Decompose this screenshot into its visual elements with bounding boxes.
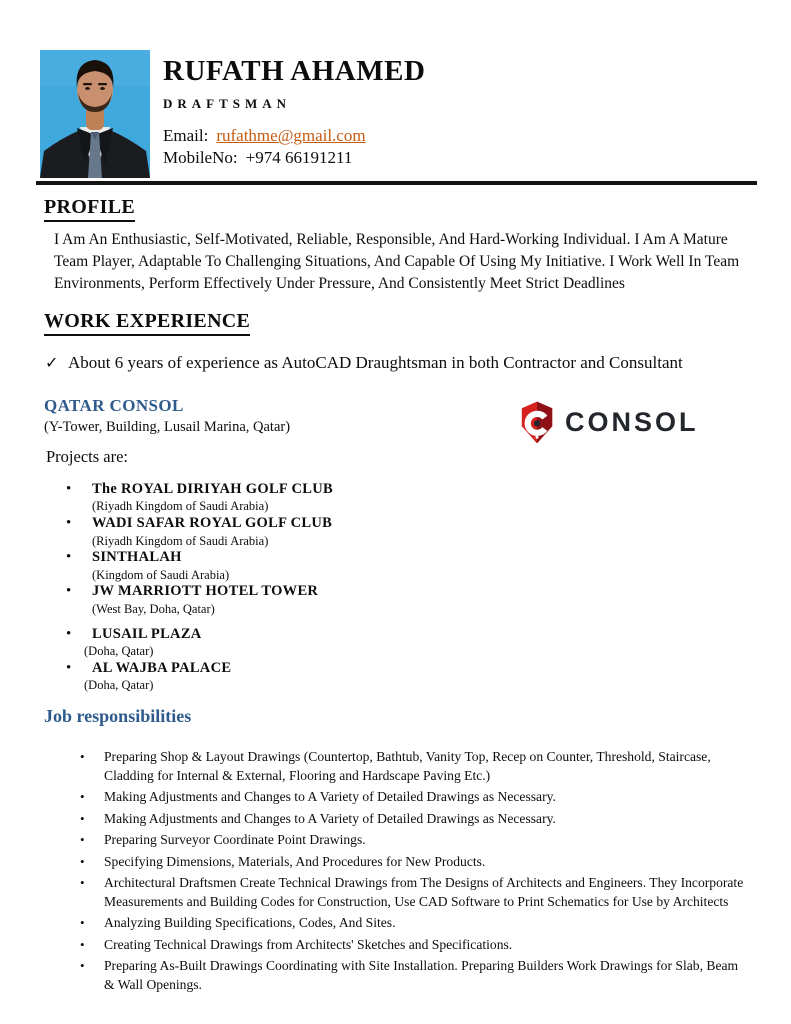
responsibility-text: Making Adjustments and Changes to A Variety of Detailed Drawings as Necessary. xyxy=(104,789,556,804)
contact-block xyxy=(163,125,425,169)
email-label: Email: xyxy=(163,126,209,146)
bullet-icon: • xyxy=(80,789,85,804)
responsibility-text: Preparing As-Built Drawings Coordinating with Site Installation. Preparing Builders Work Drawings for Slab, Beam & Wall Openings. xyxy=(104,958,739,992)
email-row xyxy=(163,125,425,147)
consol-logo xyxy=(518,400,699,445)
header-divider xyxy=(36,181,757,185)
mobile-label: MobileNo: xyxy=(163,148,238,168)
responsibility-item xyxy=(80,853,748,872)
bullet-icon: • xyxy=(66,659,72,676)
bullet-icon: • xyxy=(66,583,72,600)
responsibility-item xyxy=(80,936,748,955)
project-item xyxy=(66,660,333,693)
bullet-icon: • xyxy=(80,832,85,847)
project-name: AL WAJBA PALACE xyxy=(92,659,232,676)
bullet-icon: • xyxy=(66,549,72,566)
job-responsibilities-heading: Job responsibilities xyxy=(44,706,192,726)
project-name: WADI SAFAR ROYAL GOLF CLUB xyxy=(92,515,333,532)
mobile-number: +974 66191211 xyxy=(245,148,353,168)
experience-summary xyxy=(45,353,683,373)
checkmark-icon: ✓ xyxy=(45,355,59,372)
projects-label: Projects are: xyxy=(46,447,129,466)
responsibility-item xyxy=(80,810,748,829)
responsibility-text: Specifying Dimensions, Materials, And Procedures for New Products. xyxy=(104,853,486,869)
bullet-icon: • xyxy=(80,915,85,930)
responsibility-item xyxy=(80,914,748,933)
profile-section xyxy=(44,196,754,295)
candidate-name: RUFATH AHAMED xyxy=(163,55,426,87)
responsibility-text: Creating Technical Drawings from Architects' Sketches and Specifications. xyxy=(104,936,513,952)
responsibility-text: Architectural Draftsmen Create Technical Drawings from The Designs of Architects and Engineers. They Incorporate Measurements and Building Codes for Construction, Use CAD Software to Print Schematics for Use by Architects xyxy=(104,875,744,909)
consol-logo-text: CONSOL xyxy=(565,407,699,437)
consol-shield-icon xyxy=(518,400,556,445)
bullet-icon: • xyxy=(80,810,85,826)
project-name: JW MARRIOTT HOTEL TOWER xyxy=(92,583,319,600)
project-name: SINTHALAH xyxy=(92,549,182,566)
bullet-icon: • xyxy=(66,625,72,642)
company-block xyxy=(44,396,290,436)
bullet-icon: • xyxy=(80,853,85,869)
project-location: (Doha, Qatar) xyxy=(84,643,154,658)
candidate-job-title: DRAFTSMAN xyxy=(163,96,292,112)
profile-photo-image xyxy=(40,50,150,178)
project-item xyxy=(66,626,333,659)
profile-heading: PROFILE xyxy=(44,196,135,222)
responsibility-text: Making Adjustments and Changes to A Variety of Detailed Drawings as Necessary. xyxy=(104,810,556,826)
work-experience-heading: WORK EXPERIENCE xyxy=(44,310,250,336)
resume-header xyxy=(163,56,425,169)
project-item xyxy=(66,583,333,616)
project-name: The ROYAL DIRIYAH GOLF CLUB xyxy=(92,481,333,497)
project-name: LUSAIL PLAZA xyxy=(92,625,202,642)
bullet-icon: • xyxy=(80,958,85,973)
company-name: QATAR CONSOL xyxy=(44,396,184,415)
bullet-icon: • xyxy=(80,749,85,764)
bullet-icon: • xyxy=(66,481,72,497)
projects-list xyxy=(66,481,333,694)
project-location: (Riyadh Kingdom of Saudi Arabia) xyxy=(92,499,269,514)
email-link[interactable]: rufathme@gmail.com xyxy=(216,126,366,146)
job-responsibilities-list xyxy=(80,748,748,997)
project-item xyxy=(66,481,333,514)
bullet-icon: • xyxy=(80,875,85,890)
bullet-icon: • xyxy=(80,936,85,952)
profile-text: I Am An Enthusiastic, Self-Motivated, Reliable, Responsible, And Hard-Working Individual. I Am A Mature Team Player, Adaptable To Challenging Situations, And Capable Of Using My Initiative. I Work Well In Team Environments, Perform Effectively Under Pressure, And Consistently Meet Strict Deadlines xyxy=(54,231,740,292)
responsibility-text: Preparing Shop & Layout Drawings (Countertop, Bathtub, Vanity Top, Recep on Counter, Threshold, Staircase, Cladding for Internal & External, Flooring and Hardscape Paving Etc.) xyxy=(104,749,711,783)
experience-summary-text: About 6 years of experience as AutoCAD Draughtsman in both Contractor and Consultant xyxy=(68,353,683,372)
responsibility-item xyxy=(80,957,748,994)
project-item xyxy=(66,515,333,548)
profile-photo xyxy=(40,50,150,178)
project-location: (Riyadh Kingdom of Saudi Arabia) xyxy=(92,533,269,548)
project-location: (West Bay, Doha, Qatar) xyxy=(92,601,215,616)
bullet-icon: • xyxy=(66,515,72,532)
responsibility-text: Analyzing Building Specifications, Codes, And Sites. xyxy=(104,915,396,930)
responsibility-item xyxy=(80,874,748,911)
responsibility-item xyxy=(80,831,748,850)
responsibility-item xyxy=(80,748,748,785)
responsibility-text: Preparing Surveyor Coordinate Point Drawings. xyxy=(104,832,366,847)
project-item xyxy=(66,549,333,582)
responsibility-item xyxy=(80,788,748,807)
project-location: (Kingdom of Saudi Arabia) xyxy=(92,567,230,582)
mobile-row xyxy=(163,147,425,169)
project-location: (Doha, Qatar) xyxy=(84,678,154,693)
company-location: (Y-Tower, Building, Lusail Marina, Qatar) xyxy=(44,419,291,435)
